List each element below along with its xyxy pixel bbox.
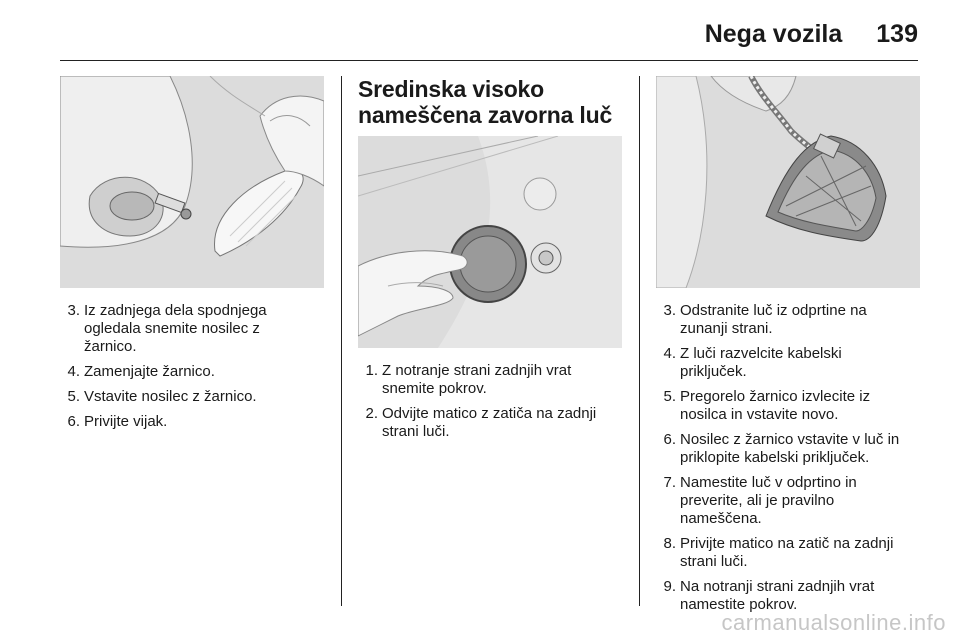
list-item: 3. Odstranite luč iz odprtine na zunanji strani. <box>663 302 867 337</box>
list-item: 4. Zamenjajte žarnico. <box>67 363 215 380</box>
column-divider-right <box>639 76 640 606</box>
list-item: 5. Vstavite nosilec z žarnico. <box>67 388 257 405</box>
list-item: 6. Nosilec z žarnico vstavite v luč in priklopite kabelski priključek. <box>663 431 900 466</box>
list-item: 1. Z notranje strani zadnjih vrat snemite pokrov. <box>365 362 572 397</box>
watermark: carmanualsonline.info <box>721 610 946 635</box>
steps-list-col1 <box>60 302 324 431</box>
brake-light-heading: Sredinska visoko nameščena zavorna luč <box>358 76 613 128</box>
column-1 <box>60 76 324 438</box>
mirror-bulb-illustration <box>60 76 324 288</box>
door-cover-illustration <box>358 136 622 348</box>
page-number: 139 <box>876 19 918 48</box>
brake-light-illustration <box>656 76 920 288</box>
list-item: 8. Privijte matico na zatič na zadnji strani luči. <box>663 535 894 570</box>
column-3 <box>656 76 920 621</box>
list-item: 2. Odvijte matico z zatiča na zadnji strani luči. <box>365 405 597 440</box>
steps-list-col3 <box>656 302 920 614</box>
section-title: Nega vozila <box>704 19 843 48</box>
list-item: 5. Pregorelo žarnico izvlecite iz nosilca in vstavite novo. <box>663 388 871 423</box>
steps-list-col2 <box>358 362 622 441</box>
list-item: 7. Namestite luč v odprtino in preverite, ali je pravilno nameščena. <box>663 474 857 527</box>
list-item: 3. Iz zadnjega dela spodnjega ogledala snemite nosilec z žarnico. <box>67 302 267 355</box>
list-item: 4. Z luči razvelcite kabelski priključek. <box>663 345 842 380</box>
list-item: 9. Na notranji strani zadnjih vrat namestite pokrov. <box>663 578 875 613</box>
column-divider-left <box>341 76 342 606</box>
list-item: 6. Privijte vijak. <box>67 413 168 430</box>
column-2 <box>358 76 622 448</box>
header-rule <box>60 60 918 61</box>
page-header <box>0 14 918 54</box>
